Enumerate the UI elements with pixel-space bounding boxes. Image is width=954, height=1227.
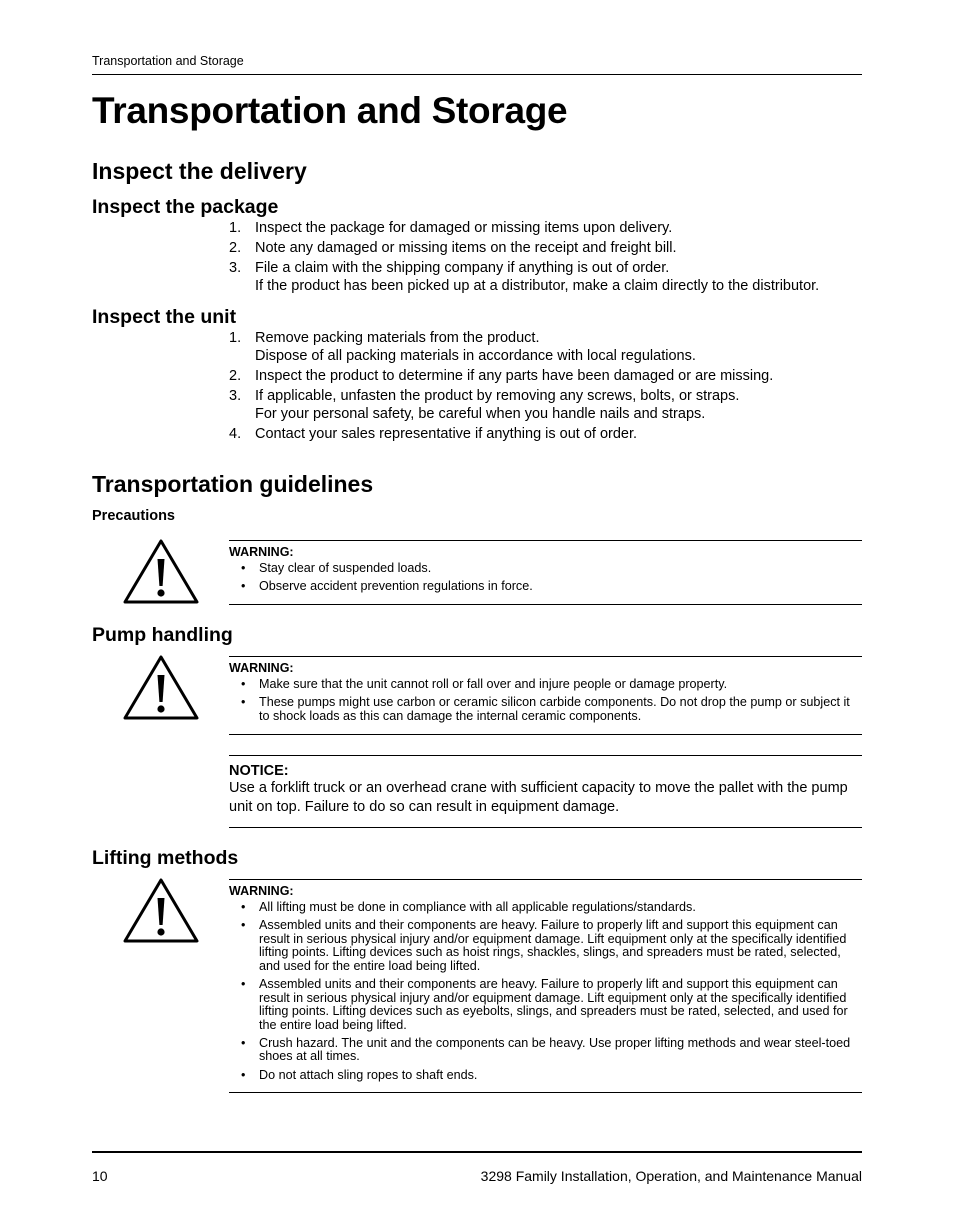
page-number: 10 bbox=[92, 1168, 108, 1184]
manual-title: 3298 Family Installation, Operation, and Maintenance Manual bbox=[480, 1168, 862, 1184]
bullet: • bbox=[241, 1067, 246, 1082]
section-heading-lifting-methods: Lifting methods bbox=[92, 847, 239, 869]
warning-label: WARNING: bbox=[229, 661, 294, 675]
bullet: • bbox=[241, 677, 246, 691]
subsection-heading-inspect-unit: Inspect the unit bbox=[92, 306, 237, 328]
warning-label: WARNING: bbox=[229, 884, 294, 898]
list-item bbox=[229, 259, 869, 295]
unit-steps-list bbox=[229, 329, 869, 445]
bullet: • bbox=[241, 579, 246, 594]
list-item bbox=[229, 367, 869, 385]
warning-list bbox=[229, 901, 862, 1082]
list-item: • Observe accident prevention regulations in force. bbox=[241, 579, 533, 594]
section-heading-inspect-delivery: Inspect the delivery bbox=[92, 158, 307, 184]
step-text: Note any damaged or missing items on the receipt and freight bill. bbox=[255, 240, 677, 256]
list-item: • Assembled units and their components are heavy. Failure to properly lift and support this equipment can result in serious physical injury and/or equipment damage. Lift equipment only at the specifically identified lifting points. Lifting devices such as hoist rings, shackles, slings, and spreaders must be rated, selected, and used for the entire load being lifted. bbox=[241, 918, 847, 973]
precautions-label: Precautions bbox=[92, 508, 175, 524]
step-number: 3. bbox=[229, 388, 242, 404]
step-text: Contact your sales representative if anything is out of order. bbox=[255, 426, 638, 442]
bullet: • bbox=[241, 695, 246, 710]
list-item bbox=[229, 329, 869, 365]
step-text: Inspect the product to determine if any parts have been damaged or are missing. bbox=[255, 368, 774, 384]
step-note: If the product has been picked up at a distributor, make a claim directly to the distributor. bbox=[255, 278, 820, 294]
step-number: 3. bbox=[229, 260, 242, 276]
list-item bbox=[229, 425, 869, 443]
warning-list bbox=[229, 678, 862, 723]
warning-box-transportation bbox=[229, 540, 862, 605]
list-item bbox=[229, 219, 869, 237]
step-number: 2. bbox=[229, 368, 242, 384]
list-item bbox=[229, 239, 869, 257]
step-text: Remove packing materials from the product. bbox=[255, 330, 540, 346]
warning-list bbox=[229, 562, 862, 594]
list-item: • All lifting must be done in compliance with all applicable regulations/standards. bbox=[241, 900, 696, 914]
step-text: File a claim with the shipping company if anything is out of order. bbox=[255, 260, 670, 276]
notice-label: NOTICE: bbox=[229, 763, 289, 779]
step-number: 4. bbox=[229, 426, 242, 442]
warning-box-lifting bbox=[229, 879, 862, 1093]
bullet: • bbox=[241, 900, 246, 914]
step-number: 2. bbox=[229, 240, 242, 256]
warning-triangle-icon bbox=[122, 653, 200, 721]
warning-triangle-icon bbox=[122, 876, 200, 944]
bullet: • bbox=[241, 918, 246, 933]
list-item: • These pumps might use carbon or ceramic silicon carbide components. Do not drop the pump or subject it to shock loads as this can damage the internal ceramic components. bbox=[241, 695, 850, 723]
page-title: Transportation and Storage bbox=[92, 90, 568, 131]
warning-triangle-icon bbox=[122, 537, 200, 605]
list-item: • Crush hazard. The unit and the components can be heavy. Use proper lifting methods and wear steel-toed shoes at all times. bbox=[241, 1035, 851, 1064]
step-number: 1. bbox=[229, 220, 242, 236]
section-heading-pump-handling: Pump handling bbox=[92, 624, 233, 646]
list-item bbox=[229, 387, 869, 423]
page-footer bbox=[92, 1151, 862, 1184]
notice-box bbox=[229, 755, 862, 828]
step-text: If applicable, unfasten the product by removing any screws, bolts, or straps. bbox=[255, 388, 740, 404]
subsection-heading-inspect-package: Inspect the package bbox=[92, 196, 279, 218]
section-heading-transportation-guidelines: Transportation guidelines bbox=[92, 471, 374, 497]
step-note: For your personal safety, be careful when you handle nails and straps. bbox=[255, 406, 706, 422]
bullet: • bbox=[241, 561, 246, 575]
step-text: Inspect the package for damaged or missing items upon delivery. bbox=[255, 220, 673, 236]
package-steps-list bbox=[229, 219, 869, 297]
notice-text: Use a forklift truck or an overhead crane with sufficient capacity to move the pallet with the pump unit on top. Failure to do so can result in equipment damage. bbox=[229, 780, 848, 815]
list-item: • Stay clear of suspended loads. bbox=[241, 561, 432, 575]
bullet: • bbox=[241, 976, 246, 991]
warning-box-pump-handling bbox=[229, 656, 862, 735]
list-item: • Assembled units and their components are heavy. Failure to properly lift and support this equipment can result in serious physical injury and/or equipment damage. Lift equipment only at the specifically identified lifting points. Lifting devices such as eyebolts, slings, and spreaders must be rated, selected, and used for the entire load being lifted. bbox=[241, 976, 848, 1032]
step-number: 1. bbox=[229, 330, 242, 346]
warning-label: WARNING: bbox=[229, 545, 294, 559]
list-item: • Do not attach sling ropes to shaft ends. bbox=[241, 1067, 478, 1082]
step-note: Dispose of all packing materials in accordance with local regulations. bbox=[255, 348, 696, 364]
list-item: • Make sure that the unit cannot roll or fall over and injure people or damage property. bbox=[241, 677, 728, 691]
bullet: • bbox=[241, 1035, 246, 1050]
running-header: Transportation and Storage bbox=[92, 54, 862, 75]
